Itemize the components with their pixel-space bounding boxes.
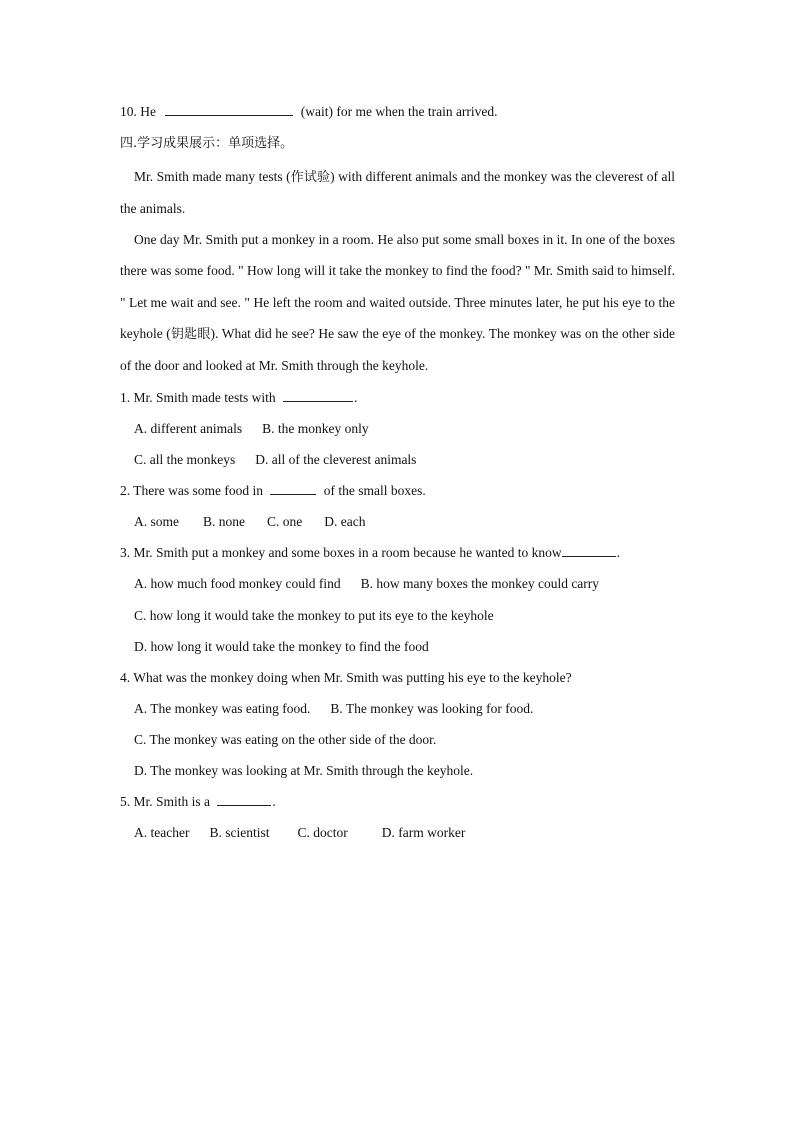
option-b[interactable]: B. the monkey only [262, 420, 369, 436]
option-d[interactable]: D. all of the cleverest animals [255, 452, 417, 468]
option-d[interactable]: D. each [324, 514, 366, 530]
passage-p1-part-b: ) with different animals and the monkey was the cleverest of all the animals. [120, 169, 675, 217]
passage-paragraph-1 [120, 161, 675, 224]
passage-p2-part-b: ). What did he see? He saw the eye of the monkey. The monkey was on the other side of the door and looked at Mr. Smith through the keyhole. [120, 325, 675, 373]
option-c[interactable]: C. one [267, 514, 303, 530]
answer-blank[interactable] [165, 103, 293, 116]
section-heading-text: 四.学习成果展示：单项选择。 [120, 136, 294, 152]
question-4-stem: 4. What was the monkey doing when Mr. Smith was putting his eye to the keyhole? [120, 669, 572, 685]
option-b[interactable]: B. The monkey was looking for food. [330, 700, 534, 716]
question-4-options-row-2 [120, 729, 675, 760]
option-a[interactable]: A. some [134, 514, 179, 530]
question-2-stem-end: of the small boxes. [323, 483, 426, 499]
option-a[interactable]: A. different animals [134, 420, 243, 436]
option-c[interactable]: C. doctor [297, 825, 348, 841]
question-10 [120, 101, 675, 132]
option-b[interactable]: B. none [203, 514, 245, 530]
question-10-prefix: 10. He [120, 104, 156, 119]
question-1-options-row-1 [120, 418, 675, 449]
option-c[interactable]: C. all the monkeys [134, 452, 236, 468]
answer-blank[interactable] [562, 544, 616, 557]
question-3-options-row-1 [120, 573, 675, 604]
section-heading [120, 132, 675, 163]
option-b[interactable]: B. how many boxes the monkey could carry [360, 576, 600, 592]
option-c[interactable]: C. how long it would take the monkey to put its eye to the keyhole [134, 607, 494, 623]
question-10-suffix: (wait) for me when the train arrived. [300, 104, 498, 119]
option-c[interactable]: C. The monkey was eating on the other side of the door. [134, 731, 437, 747]
passage-p2-chinese: 钥匙眼 [170, 326, 211, 342]
option-d[interactable]: D. how long it would take the monkey to find the food [134, 638, 429, 654]
question-5-options [120, 822, 675, 853]
question-4 [120, 667, 675, 698]
question-4-options-row-3 [120, 760, 675, 791]
question-3 [120, 542, 675, 573]
passage-paragraph-2 [120, 224, 675, 380]
question-3-options-row-2 [120, 605, 675, 636]
answer-blank[interactable] [283, 389, 353, 402]
option-a[interactable]: A. how much food monkey could find [134, 576, 341, 592]
option-a[interactable]: A. The monkey was eating food. [134, 700, 311, 716]
answer-blank[interactable] [217, 793, 271, 806]
option-a[interactable]: A. teacher [134, 825, 190, 841]
question-2-options [120, 511, 675, 542]
question-1 [120, 387, 675, 418]
question-5-stem-end: . [272, 794, 276, 810]
question-4-options-row-1 [120, 698, 675, 729]
question-1-options-row-2 [120, 449, 675, 480]
worksheet-page [120, 101, 675, 853]
question-1-stem-end: . [354, 389, 358, 405]
question-3-stem-end: . [616, 545, 621, 561]
question-2 [120, 480, 675, 511]
option-b[interactable]: B. scientist [209, 825, 270, 841]
passage-p1-chinese: 作试验 [290, 170, 331, 186]
question-5 [120, 791, 675, 822]
question-5-stem: 5. Mr. Smith is a [120, 794, 211, 810]
question-1-stem: 1. Mr. Smith made tests with [120, 389, 276, 405]
question-3-stem: 3. Mr. Smith put a monkey and some boxes in a room because he wanted to know [120, 545, 562, 561]
passage-p1-part-a: Mr. Smith made many tests ( [134, 169, 291, 185]
passage-p2-part-a: One day Mr. Smith put a monkey in a room. He also put some small boxes in it. In one of the boxes there was some food. " How long will it take the monkey to find the food? " Mr. Smith said to himself. " Let me wait and see. " He left the room and waited outside. Three minutes later, he put his eye to the keyhole ( [120, 232, 675, 341]
question-2-stem: 2. There was some food in [120, 483, 263, 499]
option-d[interactable]: D. The monkey was looking at Mr. Smith through the keyhole. [134, 762, 474, 778]
question-3-options-row-3 [120, 636, 675, 667]
answer-blank[interactable] [270, 482, 316, 495]
option-d[interactable]: D. farm worker [381, 825, 466, 841]
